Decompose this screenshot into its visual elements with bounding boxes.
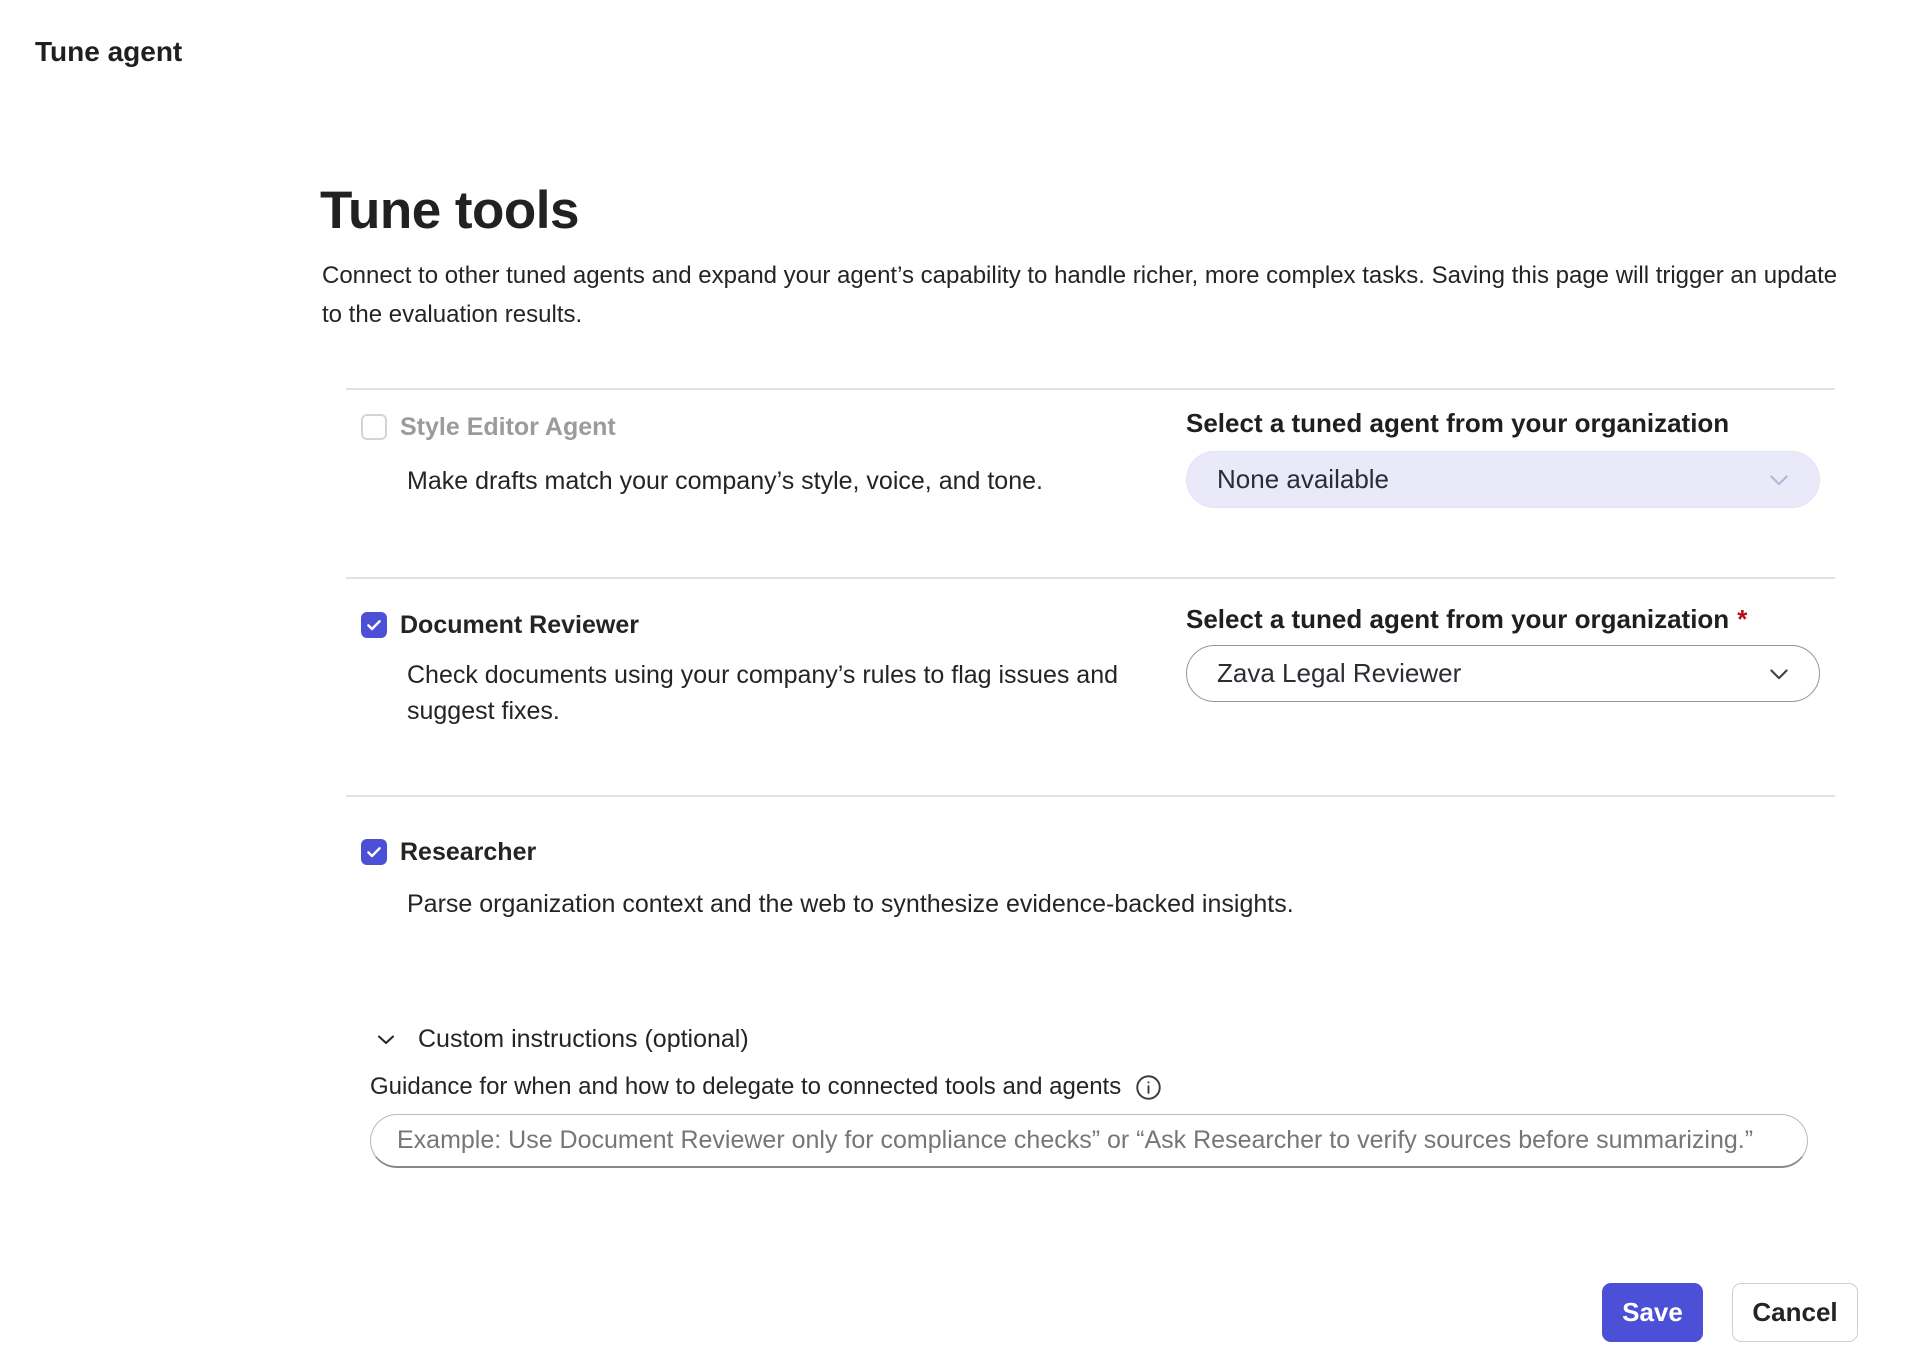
tuned-agent-select-value: None available [1217,464,1390,494]
page-header-title: Tune agent [35,36,183,67]
researcher-checkbox[interactable] [361,839,387,865]
info-icon[interactable] [1135,1074,1162,1101]
save-button[interactable]: Save [1602,1283,1703,1342]
tuned-agent-select-document-reviewer[interactable] [1186,645,1820,702]
tuned-agent-select-value: Zava Legal Reviewer [1217,658,1462,688]
researcher-label: Researcher [400,838,537,866]
chevron-down-icon [1765,660,1793,688]
style-editor-checkbox[interactable] [361,414,387,440]
custom-instructions-toggle[interactable] [374,1019,749,1059]
tuned-agent-select-style-editor[interactable] [1186,451,1820,508]
style-editor-description: Make drafts match your company’s style, voice, and tone. [407,467,1043,495]
researcher-description: Parse organization context and the web to synthesize evidence-backed insights. [407,890,1294,918]
check-icon [365,843,383,861]
document-reviewer-description: Check documents using your company’s rules to flag issues and suggest fixes. [407,661,1119,725]
style-editor-label: Style Editor Agent [400,413,616,441]
guidance-row [370,1068,1162,1106]
page-description: Connect to other tuned agents and expand your agent’s capability to handle richer, more complex tasks. Saving this page will trigger an update to the evaluation results. [322,262,1838,328]
document-reviewer-label: Document Reviewer [400,611,639,639]
chevron-down-icon [374,1027,398,1051]
tuned-agent-select-label [1186,602,1747,636]
custom-instructions-label: Custom instructions (optional) [418,1024,749,1053]
cancel-button[interactable]: Cancel [1732,1283,1858,1342]
check-icon [365,616,383,634]
chevron-down-icon [1765,466,1793,494]
section-divider [346,795,1835,797]
document-reviewer-checkbox[interactable] [361,612,387,638]
guidance-label: Guidance for when and how to delegate to connected tools and agents [370,1073,1122,1100]
required-asterisk: * [1737,604,1748,634]
tuned-agent-select-label: Select a tuned agent from your organization [1186,408,1730,438]
section-divider [346,577,1835,579]
section-divider [346,388,1835,390]
tuned-agent-select-label-text: Select a tuned agent from your organization [1186,604,1730,634]
guidance-input[interactable] [370,1114,1808,1168]
page-title: Tune tools [320,181,579,240]
